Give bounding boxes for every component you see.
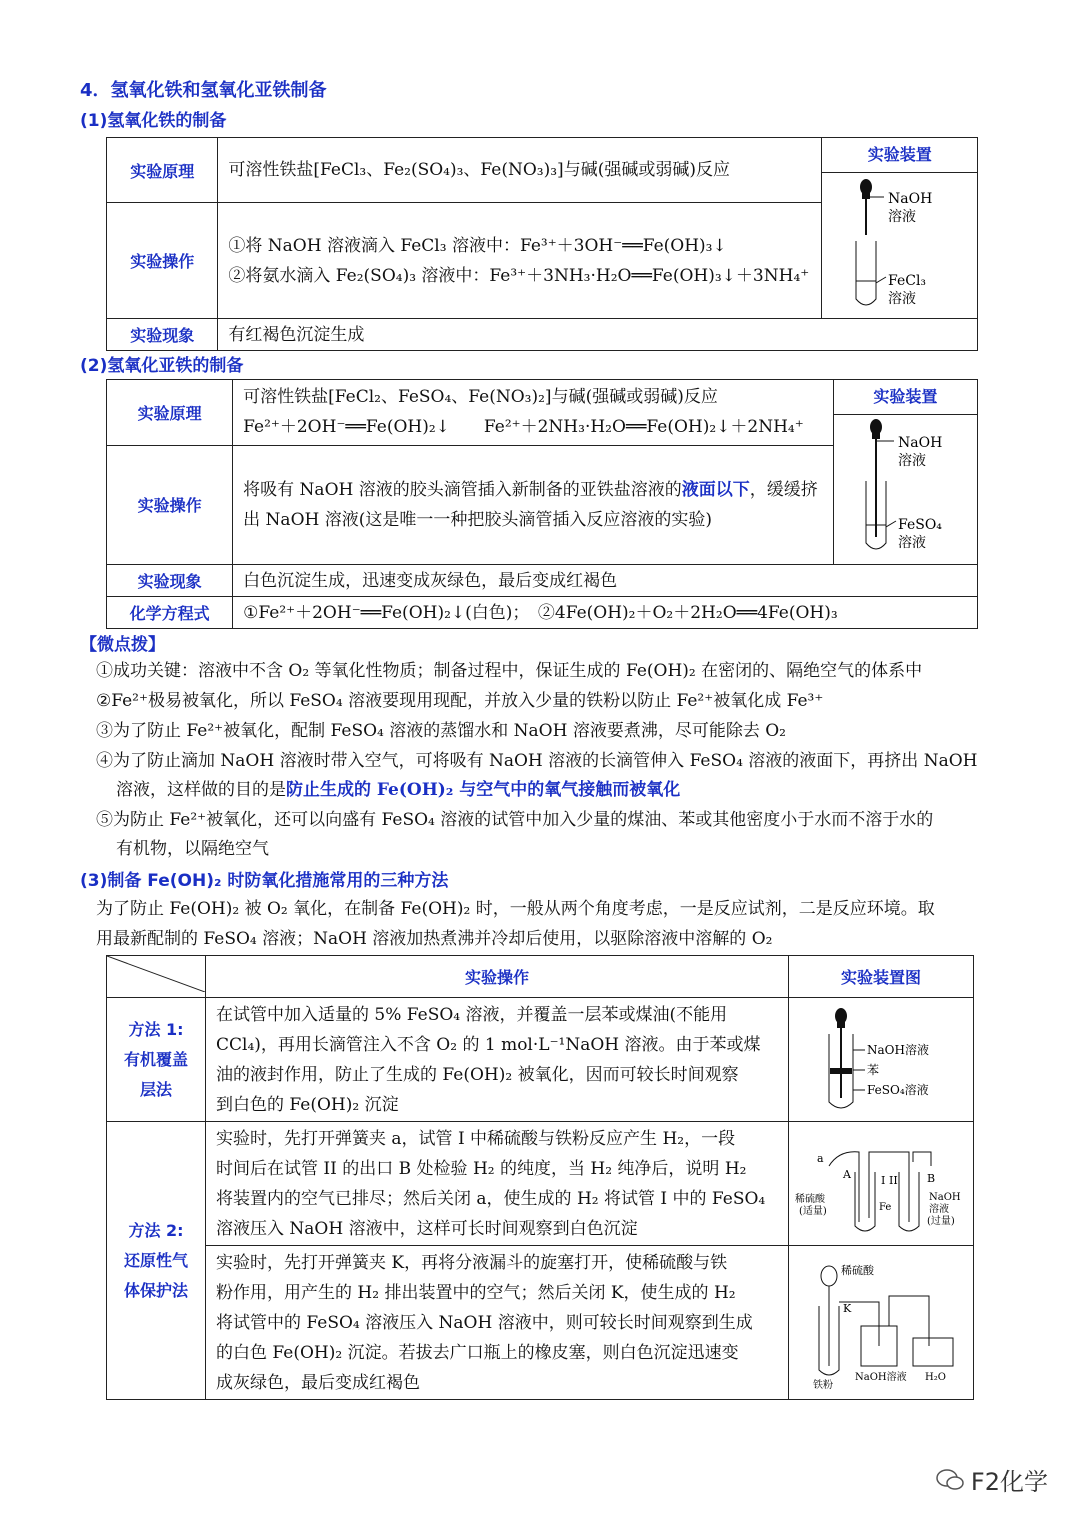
- svg-text:铁粉: 铁粉: [813, 1380, 833, 1391]
- tip-2: ②Fe²⁺极易被氧化，所以 FeSO₄ 溶液要现用现配，并放入少量的铁粉以防止 Fe²⁺被氧化成 Fe³⁺: [96, 691, 824, 711]
- svg-text:NaOH: NaOH: [897, 435, 942, 451]
- svg-text:溶液: 溶液: [888, 291, 917, 307]
- svg-text:(适量): (适量): [799, 1206, 827, 1217]
- svg-text:稀硫酸: 稀硫酸: [795, 1194, 825, 1205]
- svg-text:K: K: [843, 1302, 852, 1315]
- tip-4: ④为了防止滴加 NaOH 溶液时带入空气，可将吸有 NaOH 溶液的长滴管伸入 FeSO₄ 溶液的液面下，再挤出 NaOH: [96, 751, 978, 771]
- svg-text:a: a: [817, 1152, 824, 1165]
- table-methods: [106, 955, 974, 1400]
- method2a-apparatus: [789, 1122, 974, 1246]
- svg-text:FeSO₄: FeSO₄: [897, 517, 942, 533]
- svg-text:I: I: [881, 1174, 886, 1187]
- tip-3: ③为了防止 Fe²⁺被氧化，配制 FeSO₄ 溶液的蒸馏水和 NaOH 溶液要煮沸，尽可能除去 O₂: [96, 721, 786, 741]
- svg-text:A: A: [843, 1168, 851, 1181]
- sub3-intro-2: 用最新配制的 FeSO₄ 溶液；NaOH 溶液加热煮沸并冷却后使用，以驱除溶液中溶解的 O₂: [96, 929, 773, 949]
- method2a-text: 实验时，先打开弹簧夹 a，试管 I 中稀硫酸与铁粉反应产生 H₂，一段 时间后在试管 II 的出口 B 处检验 H₂ 的纯度，当 H₂ 纯净后，说明 H₂ 将装置内的空气已排尽；然后关闭 a，使生成的 H₂ 将试管 I 中的 FeSO₄ 溶液压入 NaOH 溶液中，这样可长时间观察到白色沉淀: [206, 1122, 789, 1246]
- svg-text:溶液: 溶液: [888, 209, 917, 225]
- watermark: F2化学: [935, 1462, 1048, 1497]
- col-operation-header: 实验操作: [206, 956, 789, 998]
- row2-operation-label: 实验操作: [107, 445, 233, 564]
- row-operation-text: ①将 NaOH 溶液滴入 FeCl₃ 溶液中：Fe³⁺＋3OH⁻══Fe(OH)₃↓ ②将氨水滴入 Fe₂(SO₄)₃ 溶液中：Fe³⁺＋3NH₃·H₂O══Fe(OH)₃↓＋3NH₄⁺: [218, 203, 822, 319]
- sub3-intro-1: 为了防止 Fe(OH)₂ 被 O₂ 氧化，在制备 Fe(OH)₂ 时，一般从两个角度考虑，一是反应试剂，二是反应环境。取: [96, 899, 935, 919]
- row-phenomenon-text: 有红褐色沉淀生成: [218, 319, 978, 351]
- apparatus-1-header: 实验装置: [822, 138, 977, 173]
- tip-5: ⑤为防止 Fe²⁺被氧化，还可以向盛有 FeSO₄ 溶液的试管中加入少量的煤油、苯或其他密度小于水而不溶于水的: [96, 810, 934, 830]
- row-principle-label: 实验原理: [107, 138, 218, 203]
- svg-text:II: II: [889, 1174, 898, 1187]
- col-apparatus-header: 实验装置图: [789, 956, 974, 998]
- row2-principle-label: 实验原理: [107, 380, 233, 446]
- svg-text:NaOH溶液: NaOH溶液: [855, 1372, 907, 1383]
- svg-text:溶液: 溶液: [929, 1204, 949, 1215]
- method1-text: 在试管中加入适量的 5% FeSO₄ 溶液，并覆盖一层苯或煤油(不能用 CCl₄)，再用长滴管注入不含 O₂ 的 1 mol·L⁻¹NaOH 溶液。由于苯或煤 油的液封作用，防止了生成的 Fe(OH)₂ 被氧化，因而可较长时间观察 到白色的 Fe(OH)₂ 沉淀: [206, 998, 789, 1122]
- method2b-apparatus: [789, 1246, 974, 1400]
- svg-text:溶液: 溶液: [897, 453, 926, 469]
- method2-label: 方法 2: 还原性气 体保护法: [107, 1122, 206, 1400]
- row2-principle-text: 可溶性铁盐[FeCl₂、FeSO₄、Fe(NO₃)₂]与碱(强碱或弱碱)反应 Fe²⁺＋2OH⁻══Fe(OH)₂↓ Fe²⁺＋2NH₃·H₂O══Fe(OH)₂↓＋2NH₄⁺: [233, 380, 834, 446]
- row-principle-text: 可溶性铁盐[FeCl₃、Fe₂(SO₄)₃、Fe(NO₃)₃]与碱(强碱或弱碱)反应: [218, 138, 822, 203]
- table-fe-oh3: [106, 137, 978, 351]
- apparatus-1-drawing: [822, 173, 976, 313]
- diag-corner: [107, 956, 206, 998]
- tip-1: ①成功关键：溶液中不含 O₂ 等氧化性物质；制备过程中，保证生成的 Fe(OH)₂ 在密闭的、隔绝空气的体系中: [96, 661, 923, 681]
- svg-text:NaOH: NaOH: [888, 191, 933, 207]
- tip-5-cont: 有机物，以隔绝空气: [116, 839, 269, 859]
- svg-text:溶液: 溶液: [897, 535, 926, 551]
- method2b-text: 实验时，先打开弹簧夹 K，再将分液漏斗的旋塞打开，使稀硫酸与铁 粉作用，用产生的 H₂ 排出装置中的空气；然后关闭 K，使生成的 H₂ 将试管中的 FeSO₄ 溶液压入 NaOH 溶液中，则可较长时间观察到生成 的白色 Fe(OH)₂ 沉淀。若拔去广口瓶上的橡皮塞，则白色沉淀迅速变 成灰绿色，最后变成红褐色: [206, 1246, 789, 1400]
- row2-operation-text: 将吸有 NaOH 溶液的胶头滴管插入新制备的亚铁盐溶液的液面以下，缓缓挤出 NaOH 溶液(这是唯一一种把胶头滴管插入反应溶液的实验): [233, 445, 834, 564]
- row-operation-label: 实验操作: [107, 203, 218, 319]
- apparatus-1-cell: [822, 138, 978, 319]
- row2-phenomenon-label: 实验现象: [107, 565, 233, 597]
- tip-4-cont: 溶液，这样做的目的是防止生成的 Fe(OH)₂ 与空气中的氧气接触而被氧化: [116, 780, 681, 800]
- tips-title: 【微点拨】: [80, 635, 165, 655]
- svg-text:稀硫酸: 稀硫酸: [841, 1264, 874, 1277]
- svg-text:NaOH溶液: NaOH溶液: [867, 1043, 929, 1057]
- apparatus-2-drawing: [834, 415, 976, 559]
- method1-apparatus: [789, 998, 974, 1122]
- emphasis-below-surface: 液面以下: [681, 479, 750, 500]
- sub3-title: (3)制备 Fe(OH)₂ 时防氧化措施常用的三种方法: [80, 871, 449, 891]
- svg-text:(过量): (过量): [927, 1216, 955, 1227]
- svg-text:Fe: Fe: [879, 1202, 892, 1213]
- row2-equation-label: 化学方程式: [107, 597, 233, 629]
- svg-text:NaOH: NaOH: [929, 1192, 961, 1203]
- svg-text:B: B: [927, 1172, 936, 1185]
- row-phenomenon-label: 实验现象: [107, 319, 218, 351]
- apparatus-2-cell: [833, 380, 977, 565]
- row2-phenomenon-text: 白色沉淀生成，迅速变成灰绿色，最后变成红褐色: [233, 565, 978, 597]
- svg-text:FeCl₃: FeCl₃: [888, 273, 927, 289]
- svg-text:H₂O: H₂O: [925, 1372, 946, 1383]
- section-title: 4．氢氧化铁和氢氧化亚铁制备: [80, 80, 327, 101]
- row2-equation-text: ①Fe²⁺＋2OH⁻══Fe(OH)₂↓(白色)； ②4Fe(OH)₂＋O₂＋2H₂O══4Fe(OH)₃: [233, 597, 978, 629]
- svg-text:苯: 苯: [867, 1063, 880, 1077]
- sub2-title: (2)氢氧化亚铁的制备: [80, 356, 244, 376]
- wechat-icon: [935, 1467, 965, 1493]
- svg-text:FeSO₄溶液: FeSO₄溶液: [867, 1083, 929, 1097]
- table-fe-oh2: [106, 379, 978, 629]
- method1-label: 方法 1: 有机覆盖 层法: [107, 998, 206, 1122]
- apparatus-2-header: 实验装置: [834, 380, 977, 415]
- sub1-title: (1)氢氧化铁的制备: [80, 111, 227, 131]
